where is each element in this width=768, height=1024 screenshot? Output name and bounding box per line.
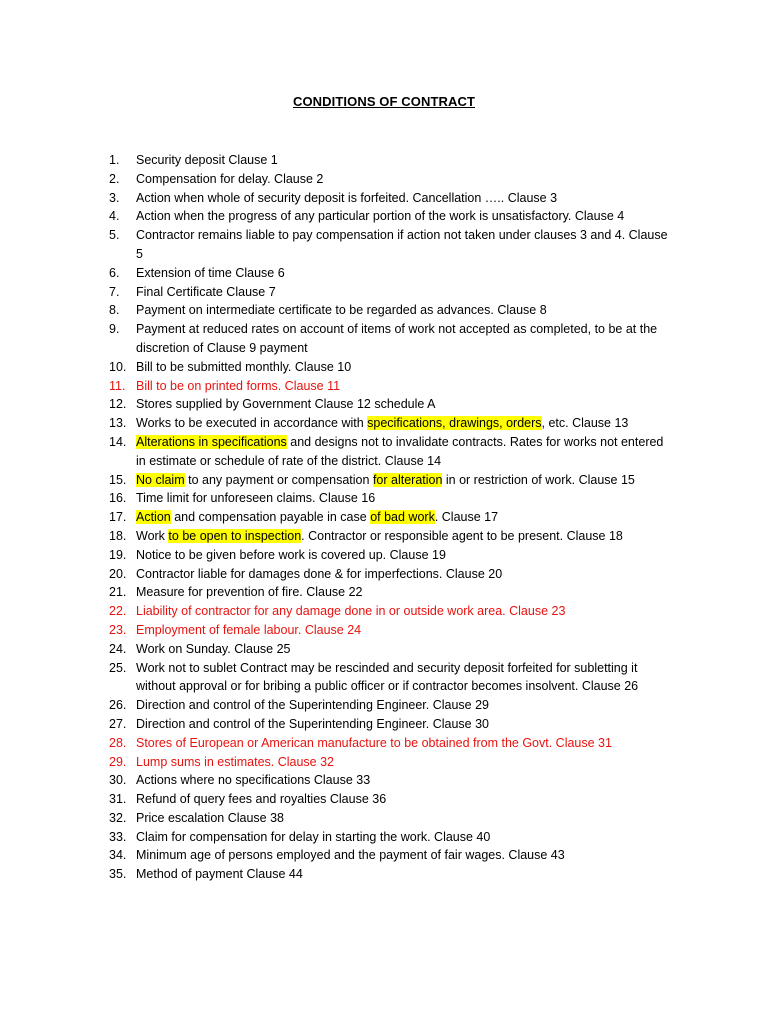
item-number: 29. [109,754,127,769]
item-text: . Clause 17 [434,510,499,525]
item-text: and compensation payable in case [170,510,371,525]
list-item [0,508,676,527]
item-number: 2. [109,171,120,186]
item-text: Price escalation Clause 38 [136,810,284,825]
list-item [0,395,676,414]
item-text: Refund of query fees and royalties Clause 36 [136,792,387,807]
list-item [0,696,676,715]
list-item [0,189,676,208]
list-item [0,320,676,358]
item-text: Action when whole of security deposit is forfeited. Cancellation ….. Clause 3 [136,190,558,205]
item-text: Compensation for delay. Clause 2 [136,171,324,186]
item-number: 10. [109,359,127,374]
item-number: 19. [109,547,127,562]
item-number: 28. [109,735,127,750]
clause-list [0,151,768,884]
list-item [0,753,676,772]
list-item [0,283,676,302]
item-text: Extension of time Clause 6 [136,265,285,280]
item-text: . Contractor or responsible agent to be present. Clause 18 [301,528,623,543]
list-item [0,414,676,433]
list-item [0,489,676,508]
item-number: 35. [109,867,127,882]
item-text: Work on Sunday. Clause 25 [136,641,291,656]
item-text: Final Certificate Clause 7 [136,284,276,299]
list-item [0,809,676,828]
item-text: Work not to sublet Contract may be rescinded and security deposit forfeited for subletting it without approval or for bribing a public officer or if contractor becomes insolvent. Clause 26 [136,660,639,694]
list-item [0,659,676,697]
list-item [0,264,676,283]
item-number: 34. [109,848,127,863]
item-text: Method of payment Clause 44 [136,867,303,882]
list-item [0,565,676,584]
item-text: Stores of European or American manufacture to be obtained from the Govt. Clause 31 [136,735,612,750]
list-item [0,583,676,602]
list-item [0,151,676,170]
item-number: 20. [109,566,127,581]
highlighted-text: of bad work [370,510,435,525]
item-text: Works to be executed in accordance with [136,416,368,431]
item-number: 27. [109,716,127,731]
item-number: 14. [109,434,127,449]
item-number: 33. [109,829,127,844]
highlighted-text: specifications, drawings, orders [367,416,542,431]
item-number: 1. [109,153,120,167]
item-text: Actions where no specifications Clause 33 [136,773,371,788]
item-number: 25. [109,660,127,675]
highlighted-text: Alterations in specifications [136,434,287,449]
item-number: 5. [109,228,120,243]
item-number: 18. [109,528,127,543]
item-number: 30. [109,773,127,788]
item-text: in or restriction of work. Clause 15 [442,472,635,487]
item-number: 16. [109,491,127,506]
item-number: 26. [109,698,127,713]
list-item [0,170,676,189]
item-number: 22. [109,604,127,619]
item-number: 12. [109,397,127,412]
item-number: 6. [109,265,120,280]
item-number: 31. [109,792,127,807]
item-text: Stores supplied by Government Clause 12 schedule A [136,397,436,412]
item-text: Contractor remains liable to pay compensation if action not taken under clauses 3 and 4. Clause 5 [136,228,668,261]
item-text: Time limit for unforeseen claims. Clause 16 [136,491,376,506]
list-item [0,433,676,471]
item-text: Liability of contractor for any damage done in or outside work area. Clause 23 [136,604,566,619]
list-item [0,865,676,884]
list-item [0,640,676,659]
item-number: 8. [109,303,120,318]
list-item [0,527,676,546]
item-number: 3. [109,190,120,205]
highlighted-text: to be open to inspection [168,528,302,543]
item-text: Claim for compensation for delay in starting the work. Clause 40 [136,829,491,844]
list-item [0,546,676,565]
list-item [0,734,676,753]
list-item [0,790,676,809]
item-text: Lump sums in estimates. Clause 32 [136,754,335,769]
list-item [0,621,676,640]
item-number: 7. [109,284,120,299]
list-item [0,715,676,734]
item-text: Measure for prevention of fire. Clause 22 [136,585,363,600]
item-number: 21. [109,585,127,600]
list-item [0,771,676,790]
item-text: , etc. Clause 13 [541,416,629,431]
list-item [0,828,676,847]
item-number: 4. [109,209,120,224]
item-text: Work [136,528,169,543]
item-text: Employment of female labour. Clause 24 [136,622,362,637]
item-number: 17. [109,510,127,525]
list-item [0,602,676,621]
item-text: Bill to be submitted monthly. Clause 10 [136,359,352,374]
list-item [0,377,676,396]
item-text: and designs not to invalidate contracts. Rates for works not entered in estimate or schedule of rate of the district. Clause 14 [136,434,664,468]
item-number: 24. [109,641,127,656]
item-text: Direction and control of the Superintending Engineer. Clause 29 [136,698,490,713]
list-item [0,301,676,320]
item-number: 9. [109,322,120,337]
item-number: 11. [109,378,126,393]
item-number: 32. [109,810,127,825]
highlighted-text: No claim [136,472,185,487]
item-number: 23. [109,622,127,637]
item-text: Payment on intermediate certificate to be regarded as advances. Clause 8 [136,303,547,318]
item-number: 15. [109,472,127,487]
item-text: Direction and control of the Superintending Engineer. Clause 30 [136,716,490,731]
item-text: Security deposit Clause 1 [136,153,278,167]
document-title: CONDITIONS OF CONTRACT [292,94,476,109]
list-item [0,358,676,377]
item-text: Payment at reduced rates on account of items of work not accepted as completed, to be at the discretion of Clause 9 payment [136,322,658,355]
item-text: Bill to be on printed forms. Clause 11 [136,378,341,393]
item-text: Action when the progress of any particular portion of the work is unsatisfactory. Clause 4 [136,209,625,224]
highlighted-text: for alteration [372,472,443,487]
item-text: to any payment or compensation [184,472,373,487]
item-text: Notice to be given before work is covered up. Clause 19 [136,547,446,562]
list-item [0,226,676,264]
highlighted-text: Action [136,510,171,525]
item-text: Contractor liable for damages done & for imperfections. Clause 20 [136,566,503,581]
item-number: 13. [109,416,127,431]
list-item [0,846,676,865]
list-item [0,207,676,226]
list-item [0,471,676,490]
item-text: Minimum age of persons employed and the payment of fair wages. Clause 43 [136,848,565,863]
